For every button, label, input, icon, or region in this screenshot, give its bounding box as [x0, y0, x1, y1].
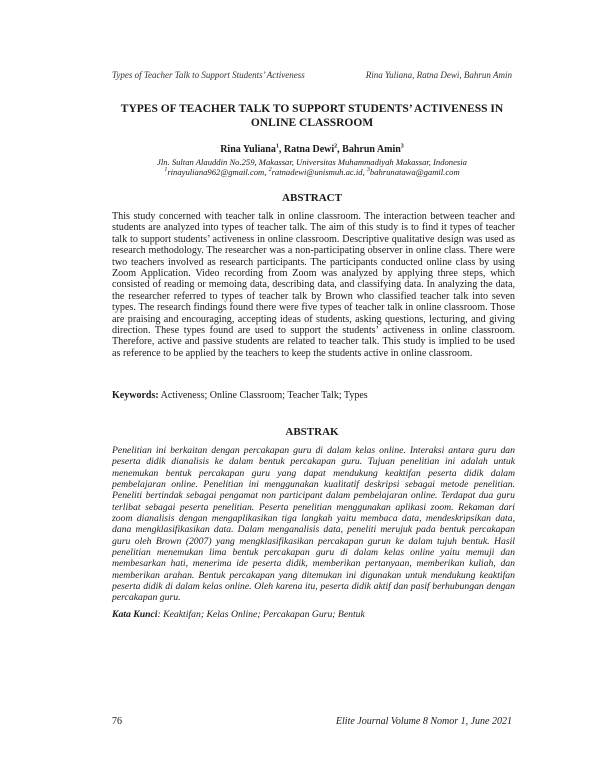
- paper-title-line-2: ONLINE CLASSROOM: [250, 117, 374, 129]
- keywords: [112, 390, 515, 402]
- keywords-list: Activeness; Online Classroom; Teacher Talk; Types: [160, 390, 368, 401]
- email-mark: 1: [164, 167, 168, 174]
- abstrak-heading: ABSTRAK: [285, 426, 339, 438]
- author-affiliation-mark: 3: [400, 143, 404, 150]
- author-affiliation-mark: 2: [334, 143, 338, 150]
- journal-citation: Elite Journal Volume 8 Nomor 1, June 2021: [335, 716, 512, 727]
- author-separator: ,: [278, 144, 284, 155]
- keywords-label: Keywords:: [112, 390, 159, 401]
- author-email: bahrunatawa@gamil.com: [369, 167, 460, 177]
- kata-kunci: [112, 609, 515, 621]
- author-name: Ratna Dewi: [283, 144, 335, 155]
- abstract-body: This study concerned with teacher talk in online classroom. The interaction between teacher and students are analyzed into types of teacher talk. The aim of this study is to find it types of teacher talk to support students’ activeness in online classroom. Descriptive qualitative design was used as research methodology. The researcher was a non-participating observer in online class. There were two teachers involved as research participants. The participants conducted online class by using Zoom Application. Video recording from Zoom was analyzed by applying three steps, which consisted of reading or memoing data, describing data, and classifying data. In analyzing the data, the researcher referred to types of teacher talk by Brown who classified teacher talk into seven types. The research findings found there were five types of teacher talk in online classroom. Those are praising and encouraging, accepting ideas of students, asking questions, lecturing, and giving direction. These types found are used to support the students’ activeness in online classroom. Therefore, active and passive students are related to teacher talk. This study is implied to be used as reference to be applied by the teachers to keep the students active in online classroom.: [112, 211, 515, 359]
- author-email: rinayuliana962@gmail.com: [167, 167, 265, 177]
- running-title: Types of Teacher Talk to Support Students’ Activeness: [112, 70, 305, 80]
- abstract-heading: ABSTRACT: [282, 192, 342, 204]
- author-email: ratnadewi@unismuh.ac.id: [271, 167, 363, 177]
- running-authors: Rina Yuliana, Ratna Dewi, Bahrun Amin: [365, 70, 512, 80]
- author-affiliation-mark: 1: [275, 143, 279, 150]
- author-emails: [112, 167, 512, 177]
- author-separator: ,: [337, 144, 343, 155]
- abstrak-body: Penelitian ini berkaitan dengan percakapan guru di dalam kelas online. Interaksi antara guru dan peserta didik dianalisis ke dalam bentuk percakapan guru. Tujuan penelitian ini adalah untuk menemukan bentuk percakapan guru yang dapat mendukung keaktifan peserta didik dalam pembelajaran online. Penelitian ini menggunakan kualitatif deskripsi sebagai metode penelitian. Peneliti bertindak sebagai pengamat non participant dalam pembelajaran online. Terdapat dua guru terlibat sebagai peserta penelitian. Peserta penelitian menggunakan aplikasi zoom. Rekaman dari zoom dianalisis dengan mengaplikasikan tiga langkah yaitu membaca data, mendeskripsikan data, dana mengklasifikasikan data. Dalam menganalisis data, peneliti merujuk pada bentuk percakapan guru oleh Brown (2007) yang mengklasifikasikan percakapan gurun ke dalam tujuh bentuk. Hasil penelitian menemukan lima bentuk percakapan guru di dalam kelas online yaitu memuji dan membesarkan hati, menerima ide peserta didik, memberikan pertanyaan, memberikan kuliah, dan memberikan arahan. Bentuk percakapan yang ditemukan ini digunakan untuk mendukung keaktifan peserta didik di dalam kelas online. Oleh karena itu, peserta didik aktif dan pasif berhubungan dengan percakapan guru.: [112, 445, 515, 604]
- author-name: Bahrun Amin: [342, 144, 401, 155]
- email-separator: ,: [362, 167, 367, 177]
- kata-kunci-label: Kata Kunci: [112, 609, 158, 620]
- paper-title: [112, 102, 512, 130]
- affiliation: Jln. Sultan Alauddin No.259, Makassar, Universitas Muhammadiyah Makassar, Indonesia: [157, 157, 467, 167]
- email-mark: 2: [268, 167, 272, 174]
- author-name: Rina Yuliana: [220, 144, 276, 155]
- author-list: [112, 144, 512, 156]
- page-number: 76: [112, 716, 122, 727]
- kata-kunci-list: : Keaktifan; Kelas Online; Percakapan Guru; Bentuk: [157, 609, 365, 620]
- paper-title-line-1: TYPES OF TEACHER TALK TO SUPPORT STUDENTS’ ACTIVENESS IN: [120, 103, 504, 115]
- email-mark: 3: [366, 167, 370, 174]
- email-separator: ,: [264, 167, 269, 177]
